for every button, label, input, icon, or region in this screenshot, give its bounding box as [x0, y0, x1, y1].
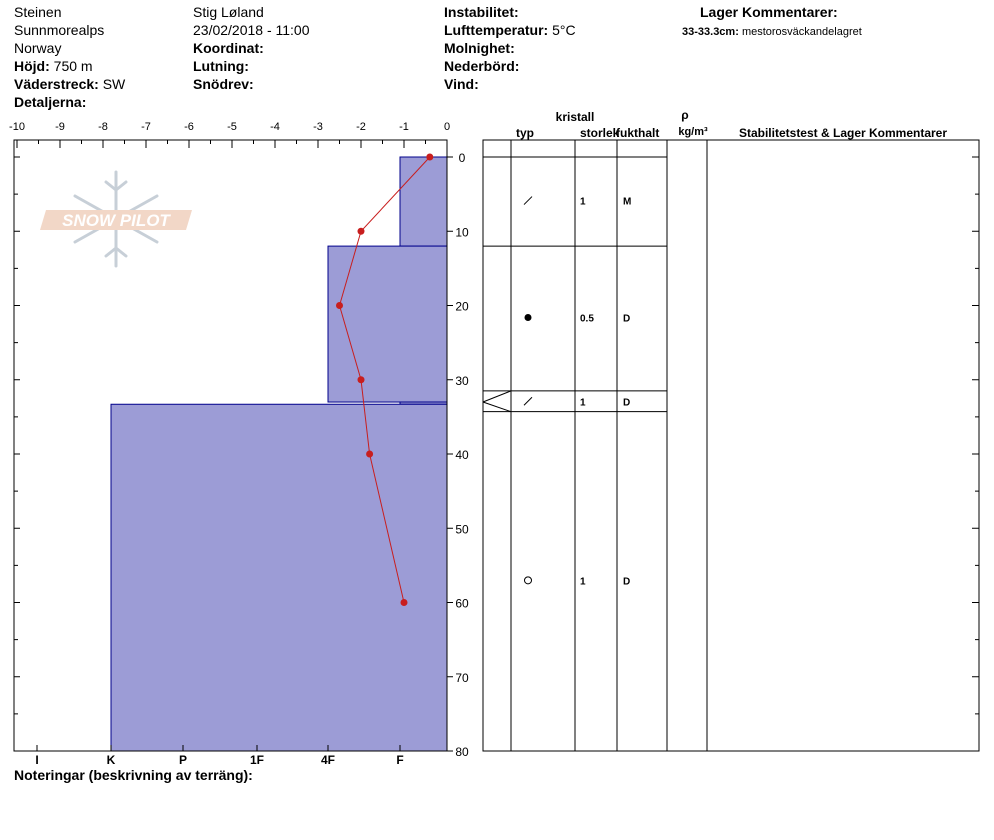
grain-symbol-open — [525, 577, 532, 584]
wind-label: Vind: — [444, 76, 479, 92]
layer-size: 0.5 — [580, 313, 594, 325]
sky-label: Molnighet: — [444, 40, 515, 56]
grain-symbol-faceted — [524, 397, 532, 405]
depth-tick-label: 0 — [458, 151, 466, 165]
instability-label: Instabilitet: — [444, 4, 519, 20]
snowpilot-logo — [40, 172, 192, 266]
elevation-value: 750 m — [53, 58, 93, 74]
temp-tick-label: -1 — [399, 121, 409, 133]
details-label: Detaljerna: — [14, 94, 87, 110]
moisture-header: fukthalt — [616, 126, 660, 140]
layer-comments-label: Lager Kommentarer: — [700, 4, 838, 20]
layer-size: 1 — [580, 196, 586, 208]
grain-symbol-filled — [525, 314, 532, 321]
stability-header: Stabilitetstest & Lager Kommentarer — [738, 126, 948, 140]
depth-tick-label: 70 — [455, 670, 469, 685]
rho-header: ρ — [681, 108, 689, 122]
depth-tick-label: 30 — [455, 373, 469, 388]
coordinate-label: Koordinat: — [193, 40, 264, 56]
location-name: Steinen — [14, 4, 62, 20]
observer-name: Stig Løland — [193, 4, 264, 20]
layer-moisture: M — [623, 196, 632, 208]
crystal-header: kristall — [555, 110, 595, 124]
temp-tick-label: -10 — [9, 121, 25, 133]
aspect-label: Väderstreck: — [14, 76, 99, 92]
grain-symbol-faceted — [524, 197, 532, 205]
layer-moisture: D — [623, 397, 631, 409]
hardness-bar — [328, 246, 447, 402]
slope-label: Lutning: — [193, 58, 249, 74]
hardness-tick-label: K — [106, 753, 116, 767]
temp-tick-label: -4 — [270, 121, 280, 133]
hardness-tick-label: 1F — [249, 753, 265, 767]
hardness-tick-label: I — [35, 753, 39, 767]
temp-tick-label: -6 — [184, 121, 194, 133]
temp-tick-label: 0 — [443, 121, 451, 133]
wind-loading-label: Snödrev: — [193, 76, 254, 92]
hardness-profile — [111, 157, 447, 751]
type-header: typ — [516, 126, 534, 140]
density-header: kg/m³ — [678, 126, 708, 138]
depth-tick-label: 10 — [455, 225, 469, 240]
layer-connector — [483, 402, 511, 412]
temp-tick-label: -8 — [98, 121, 108, 133]
layer-comment-text: mestorosväckandelagret — [741, 26, 862, 38]
temperature-point — [426, 154, 433, 161]
size-header: storlek — [580, 126, 620, 140]
layer-moisture: D — [623, 313, 631, 325]
layer-size: 1 — [580, 397, 586, 409]
layer-moisture: D — [623, 576, 631, 588]
depth-tick-label: 80 — [455, 745, 469, 759]
air-temp-value: 5°C — [552, 22, 576, 38]
logo-text: SNOW PILOT — [62, 211, 170, 230]
layer-size: 1 — [580, 576, 586, 588]
hardness-tick-label: F — [396, 753, 404, 767]
temperature-point — [358, 228, 365, 235]
hardness-tick-label: 4F — [320, 753, 336, 767]
temp-tick-label: -9 — [55, 121, 65, 133]
temperature-point — [366, 451, 373, 458]
table-frame — [483, 140, 979, 751]
elevation-label: Höjd: — [14, 58, 50, 74]
country: Norway — [14, 40, 62, 56]
depth-tick-label: 40 — [455, 448, 469, 462]
mountain-range: Sunnmorealps — [14, 22, 105, 38]
hardness-tick-label: P — [178, 753, 188, 767]
temperature-point — [336, 302, 343, 309]
temperature-point — [358, 376, 365, 383]
hardness-bar — [400, 157, 447, 246]
temp-tick-label: -2 — [356, 121, 366, 133]
depth-tick-label: 60 — [455, 596, 469, 611]
depth-tick-label: 20 — [455, 299, 469, 314]
layer-comment-depth: 33-33.3cm: — [682, 26, 739, 38]
temp-tick-label: -3 — [313, 121, 323, 133]
layer-connector — [483, 391, 511, 402]
observation-datetime: 23/02/2018 - 11:00 — [193, 22, 310, 38]
air-temp-label: Lufttemperatur: — [444, 22, 549, 38]
temperature-point — [401, 599, 408, 606]
notes-label: Noteringar (beskrivning av terräng): — [14, 767, 253, 783]
hardness-bar — [111, 404, 447, 751]
temp-tick-label: -5 — [227, 121, 237, 133]
aspect-value: SW — [102, 76, 126, 92]
precip-label: Nederbörd: — [444, 58, 520, 74]
layer-table — [483, 140, 979, 751]
temp-tick-label: -7 — [141, 121, 151, 133]
depth-tick-label: 50 — [455, 522, 469, 537]
